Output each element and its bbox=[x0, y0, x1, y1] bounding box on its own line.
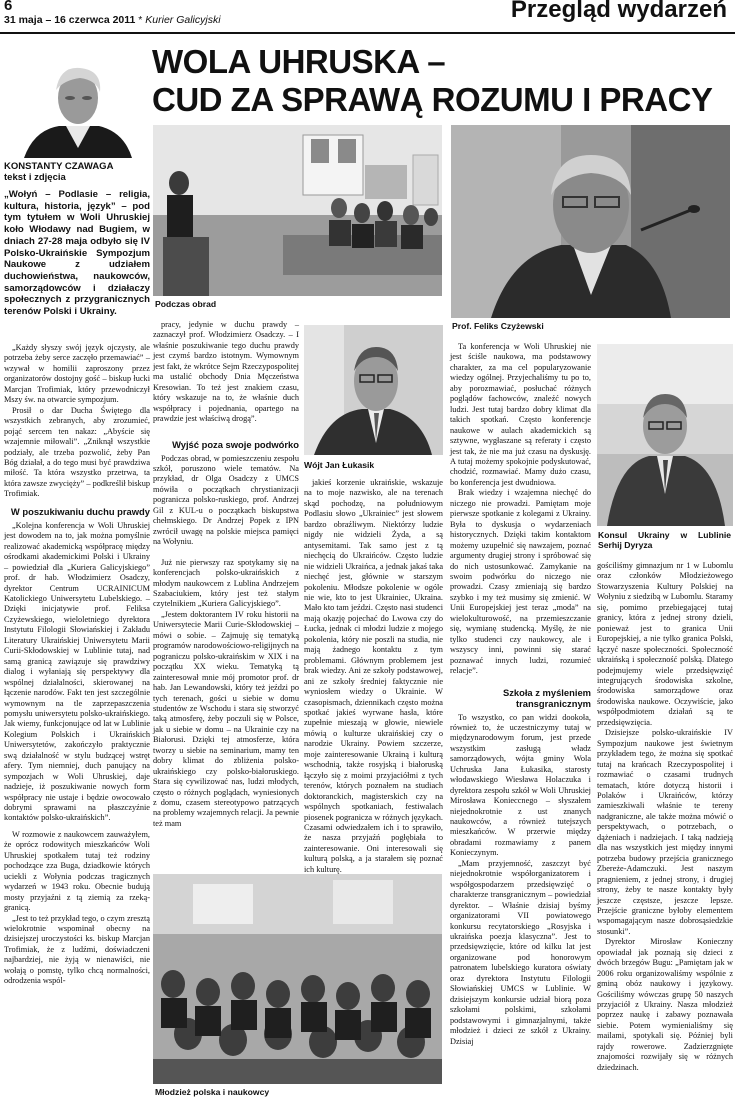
subheading: Wyjść poza swoje podwórko bbox=[172, 438, 299, 450]
paragraph: W rozmowie z naukowcem zauważyłem, że oprócz rodowitych mieszkańców Woli Uhruskiej spotkałem tutaj też rodziny pochodzące zza Buga, dziadkowie których uciekli z Wołynia podczas tragicznych wydarzeń w 1943 roku. Obecnie budują mosty przyjaźni z tą ziemią za rzeką-granicą. bbox=[4, 829, 150, 913]
paragraph: jakieś korzenie ukraińskie, wskazuje na to moje nazwisko, ale na terenach skąd pochodzę, na południowym Podlasiu słowo „Ukrainiec” jest słowem bardzo obraźliwym. Niektórzy ludzie nigdy nie widzieli Żyda, a są antysemitami. Tak samo jest z tą niechęcią do Ukraińców. Często ludzie nie widzieli Ukraińca, a jednak jakaś taka niechęć jest, głównie w starszym pokoleniu. Młodsze pokolenie w ogóle nie wie, kto to jest Ukrainiec, Ukraina. Mało kto tam jeździ. Często nasi studenci mają okazję pojechać do Lwowa czy do Łucka, jednak ci młodzi ludzie z mojego pokolenia, który nie poszli na studia, nie mają żadnego kontaktu z tym problemami. Głównym problemem jest brak wiedzy. Ani ze szkoły podstawowej, ani ze szkoły średniej faktycznie nie wyniosłem wiedzy o Ukrainie. W czasopismach, dziennikach często można spotkać jakieś wyrwane hasła, które zupełnie mieszają w głowie, niewiele mówią o kulturze ukraińskiej czy o narodzie Ukrainy. Powiem szczerze, moje zainteresowanie Ukrainą i kulturą wschodnią, także rosyjską i białoruską łączyło się z moimi przyjaciółmi z tych terenów, których poznałem na studiach doktoranckich, magisterskich czy na wspólnych spotkaniach, festiwalach piosenek pogranicza w różnych językach. Czasami odwiedzałem ich i to sprawiło, że nasza przyjaźń pogłębiała to zainteresowanie. Oni interesowali się kulturą polską, a ja starałem się poznać ich kulturę. bbox=[304, 478, 443, 874]
author-name: KONSTANTY CZAWAGA bbox=[4, 161, 114, 172]
column-3 bbox=[304, 478, 443, 875]
paragraph: pracy, jedynie w duchu prawdy – zaznaczył prof. Włodzimierz Osadczy. – I właśnie poszukiwanie tego duchu prawdy jest czymś bardzo istotnym. Wymownym jest fakt, że wkrótce Sejm Rzeczypospolitej ma ustalić obchody Dnia Męczeństwa Kresowian. To też jest znakiem czasu, który wskazuje na to, że właśnie duch współpracy i pojednania, opartego na prawdzie jest właściwą drogą”. bbox=[153, 320, 299, 424]
column-1 bbox=[4, 343, 150, 987]
header-rule bbox=[0, 32, 735, 34]
column-4 bbox=[450, 342, 591, 1047]
issue-dates: 31 maja – 16 czerwca 2011 bbox=[4, 14, 136, 26]
photo-wojt-lukasik bbox=[304, 325, 443, 455]
subheading: W poszukiwaniu duchu prawdy bbox=[10, 505, 150, 517]
caption-podczas-obrad: Podczas obrad bbox=[155, 299, 217, 309]
headline-line-1: WOLA UHRUSKA – bbox=[152, 43, 446, 80]
paragraph: Ta konferencja w Woli Uhruskiej nie jest ściśle naukowa, ma podstawowy charakter, za ma cel popularyzowanie wiedzy ogólnej. Przyjechaliśmy tu po to, aby porozmawiać, posłuchać różnych poglądów fachowców, znaleźć nowych ludzi. Jest tutaj bardzo dobry klimat dla takich spotkań. Często konferencje naukowe w aulach akademickich są sztywne, wygłaszane są referaty i często jest tak, że nie ma już czasu na dyskusję. A tutaj możemy spokojnie podyskutować, chodzić, rozmawiać. Mamy dużo czasu, bo konferencja jest dwudniowa. bbox=[450, 342, 591, 487]
column-2 bbox=[153, 320, 299, 829]
author-role: tekst i zdjęcia bbox=[4, 172, 66, 183]
caption-wojt-lukasik: Wójt Jan Łukasik bbox=[304, 460, 375, 470]
caption-mlodziez: Młodzież polska i naukowcy bbox=[155, 1087, 270, 1097]
caption-prof-czyzewski: Prof. Feliks Czyżewski bbox=[452, 321, 544, 331]
issue-separator: * bbox=[138, 14, 143, 26]
photo-konsul-dyryza bbox=[597, 344, 733, 526]
headline-line-2: CUD ZA SPRAWĄ ROZUMU I PRACY bbox=[152, 81, 713, 118]
paragraph: Dzisiejsze polsko-ukraińskie IV Sympozjum naukowe jest świetnym przykładem tego, że można się spotkać tutaj na krańcach Rzeczypospolitej i rozmawiać o czasami trudnych tematach, które dotyczą historii i Polaków i Ukraińców, którzy zamieszkiwali właśnie te tereny nadgraniczne, ale także można mówić o perspektywach, o potrzebach, o dążeniach i nadziejach. I taką nadzieją dla nas wszystkich jest między innymi potrzeba budowy przejścia granicznego Zbereże-Adamczuki. Jest naszym pragnieniem, z jednej strony, i drugiej strony, żeby te nasze kontakty były jeszcze częstsze, jeszcze lepsze. Przejście graniczne byłoby elementem wspomagającym nasze dobrosąsiedzkie stosunki”. bbox=[597, 728, 733, 936]
photo-podczas-obrad bbox=[153, 125, 442, 296]
paragraph: „Mam przyjemność, zaszczyt być niejednokrotnie współorganizatorem i współgospodarzem przedsięwzięć o charakterze transgranicznym – powiedział dyrektor. – Właśnie dzisiaj byśmy organizatorami VII powiatowego konkursu recytatorskiego „Rosyjska i ukraińska poezja klasyczna”. Jest to przedsięwzięcie, które od kilku lat jest organizowane pod honorowym patronatem lubelskiego kuratora oświaty oraz dyrektora Instytutu Filologii Słowiańskiej UMCS w Lublinie. W dzisiejszym konkursie udział biorą poza szkołami polskimi, szkołami podstawowymi i gimnazjalnymi, także młodzież i dzieci ze szkół z Ukrainy. Dzisiaj bbox=[450, 858, 591, 1046]
paragraph: „Kolejna konferencja w Woli Uhruskiej jest dowodem na to, jak można pomyślnie realizować akademicką współpracę między ośrodkami akademickimi Polski i Ukrainy – powiedział dla „Kuriera Galicyjskiego” prof. dr hab. Włodzimierz Osadczy, dyrektor Centrum UCRAINICUM Katolickiego Uniwersytetu Lubelskiego. – Dzięki inicjatywie prof. Feliksa Czyżewskiego, wieloletniego dyrektora Instytutu Filologii Słowiańskiej i Zakładu Literatury Ukraińskiej Uniwersytetu Marii Curii-Skłodowskiej w Lublinie tutaj, nad samą granicą zawiązuje się prawdziwy dialog i wyłaniają się perspektywy dla wspólnej działalności, skierowanej na łączenie narodów. Fakt ten jest szczególnie wymownym na tle zaprzepaszczenia pomysłu uniwersytetu polsko-ukraińskiego. Jak wiemy, funkcjonujące od lat w Lublinie Kolegium Polskich i Ukraińskich Uniwersytetów, zakończyło praktycznie swą działalność w stylu budzącej wstręt afery. Tym niemniej, duch panujący na sympozjach w Woli Uhruskiej, daje nadzieje, iż poszukiwanie nowych form współpracy nie ustaje i będzie owocowało dobrymi sprawami na płaszczyźnie kontaktów polsko-ukraińskich”. bbox=[4, 520, 150, 823]
publication-name: Kurier Galicyjski bbox=[145, 14, 221, 26]
paragraph: To wszystko, co pan widzi dookoła, również to, że uczestniczymy tutaj w międzynarodowym forum, jest przede wszystkim zasługą władz samorządowych, wójta gminy Wola Uchruska Jana Łukasika, starosty włodawskiego Wiesława Holaczuka i dyrektora zespołu szkół w Woli Uhruskiej Mirosława Konieccnego – słyszałem niejednokrotnie z ust znanych naukowców, a również tutejszych mieszkańców. W przerwie między obradami rozmawiamy z panem Konieczynym. bbox=[450, 712, 591, 858]
section-title: Przegląd wydarzeń bbox=[510, 0, 727, 23]
paragraph: gościliśmy gimnazjum nr 1 w Lubomlu oraz członków Młodzieżowego Stowarzyszenia Kultury Polskiej na Wołyniu z siedzibą w Lubomlu. Staramy się, pomimo przebiegającej tutaj granicy, która z jednej strony dzieli, ponieważ jest to granica Unii Europejskiej, a nie tylko granica Polski, łączyć nasze społeczności. Społeczność ukraińską i społeczność polską. Dlatego podejmujemy wiele przedsięwzięć integrujących środowiska szkolne, środowiska samorządowe oraz środowiska naukowe. Oczywiście, jako współpodmiotem działań są te przedsięwzięcia. bbox=[597, 561, 733, 727]
caption-konsul-dyryza: Konsul Ukrainy w Lublinie Serhij Dyryza bbox=[598, 530, 731, 550]
photo-prof-czyzewski bbox=[451, 125, 730, 318]
subheading: Szkoła z myśleniem transgranicznym bbox=[502, 686, 591, 709]
headline bbox=[152, 43, 712, 119]
photo-mlodziez bbox=[153, 874, 442, 1084]
paragraph: „Jestem doktorantem IV roku historii na Uniwersytecie Marii Curie-Skłodowskiej – mówi o sobie. – Zajmuję się tematyką programów narodowościowo-religijnych na pograniczu polsko-ukraińskim w XIX i na początku XX wieku. Tematyką tą zainteresował mnie mój promotor prof. dr hab. Jan Lewandowski, który też jeździ po tych terenach, gości u siebie w domu studentów ze Wschodu i stara się stworzyć taką atmosferę, żeby poczuli się w Polsce, jak u siebie w domu – na Ukrainie czy na Białorusi. Dzięki tej atmosferze, która tworzy u siebie na seminarium, mamy ten dobry klimat do zbliżenia polsko-ukraińskiego czy polsko-białoruskiego. Stara się cywilizować nas, ludzi młodych, często o różnych poglądach, wyniesionych z domu, czasem stereotypowo patrzących na problemy wzajemnych relacji. Ja pewnie też mam bbox=[153, 609, 299, 828]
paragraph: Brak wiedzy i wzajemna niechęć do niczego nie prowadzi. Pamiętam moje pierwsze spotkanie z kolegami z Ukrainy. Była to dyskusja o wydarzeniach historycznych. Dzięki takim kontaktom możemy uzupełnić się nawzajem, poznać argumenty drugiej strony i spróbować się do nich ustosunkować. Zamykanie na swoim podwórku do niczego nie prowadzi. Czasy zmieniają się bardzo szybko i my też musimy się zmienić. W Unii Europejskiej jest teraz „moda” na wielokulturowość, na przemieszczanie się, wymianę studencką. Myślę, że nie tylko studenci czy naukowcy, ale i wszyscy inni, powinni się starać poznawać innych ludzi, rozumieć relacje”. bbox=[450, 488, 591, 676]
paragraph: „Każdy słyszy swój język ojczysty, ale potrzeba żeby serce zaczęło przemawiać” – wzywał w homilii zaproszony przez organizatorów dostojny gość – biskup łucki Marcjan Trofimiak, który przewodniczył Mszy św. na otwarcie sympozjum. bbox=[4, 343, 150, 405]
paragraph: Już nie pierwszy raz spotykamy się na konferencjach polsko-ukraińskich z młodym naukowcem z Lublina Andrzejem Szabaciukiem, który jest też stałym czytelnikiem „Kuriera Galicyjskiego”. bbox=[153, 557, 299, 609]
lead-paragraph: „Wołyń – Podlasie – religia, kultura, historia, język” – pod tym tytułem w Woli Uhruskiej koło Włodawy nad Bugiem, w dniach 27-28 maja odbyło się IV Polsko-Ukraińskie Sympozjum Naukowe z udziałem duchowieństwa, naukowców, samorządowców i działaczy społecznych z przygranicznych terenów Polski i Ukrainy. bbox=[4, 189, 150, 318]
issue-line bbox=[4, 14, 221, 26]
paragraph: Prosił o dar Ducha Świętego dla wszystkich zebranych, aby zrozumieć, pojąć sercem ten nakaz: „Abyście się wzajemnie miłowali”. „Zniknął wszystkie podziały, ale trzeba pozwolić, żeby Pan Bóg działał, a do tego musi być prawdziwa miłość. Ta która wszystko przetrwa, ta która zawsze zwycięży” – podkreślił biskup Trofimiak. bbox=[4, 405, 150, 499]
author-block bbox=[4, 161, 150, 183]
author-photo bbox=[4, 60, 150, 158]
column-5 bbox=[597, 561, 733, 1073]
paragraph: Podczas obrad, w pomieszczeniu zespołu szkół, poruszono wiele tematów. Na przykład, dr Olga Osadczy z UMCS mówiła o początkach chrystianizacji pogranicza polsko-ruskiego, prof. Andrzej Gil z KUL-u o początkach biskupstwa chełmskiego. Dr Andrzej Popek z IPN zwrócił uwagę na polskie miejsca pamięci na Wołyniu. bbox=[153, 453, 299, 547]
page-number: 6 bbox=[4, 0, 13, 14]
paragraph: „Jest to też przykład tego, o czym zresztą wielokrotnie wspominał obecny na dzisiejszej uroczystości ks. biskup Marcjan Trofimiak, że z ludźmi, doświadczeni najbardziej, nie żyją w nienawiści, nie wołają o pomstę, tylko chcą normalności, odrodzenia wspól- bbox=[4, 913, 150, 986]
paragraph: Dyrektor Mirosław Konieczny opowiadał jak poznają się dzieci z dwóch brzegów Bugu: „Pamiętam jak w 2006 roku organizowaliśmy wspólnie z gminą obóz naukowy i językowy. Gościliśmy wówczas grupę 50 naszych przyjaciół z Ukrainy. Nasza młodzież poprzez naukę i zabawy poznawała siebie. Potem wymienialiśmy się mailami, spotykali się. Później byli rajdy rowerowe. Zadzierzgnięte znajomości rozwijały się w różnych dziedzinach. bbox=[597, 937, 733, 1072]
